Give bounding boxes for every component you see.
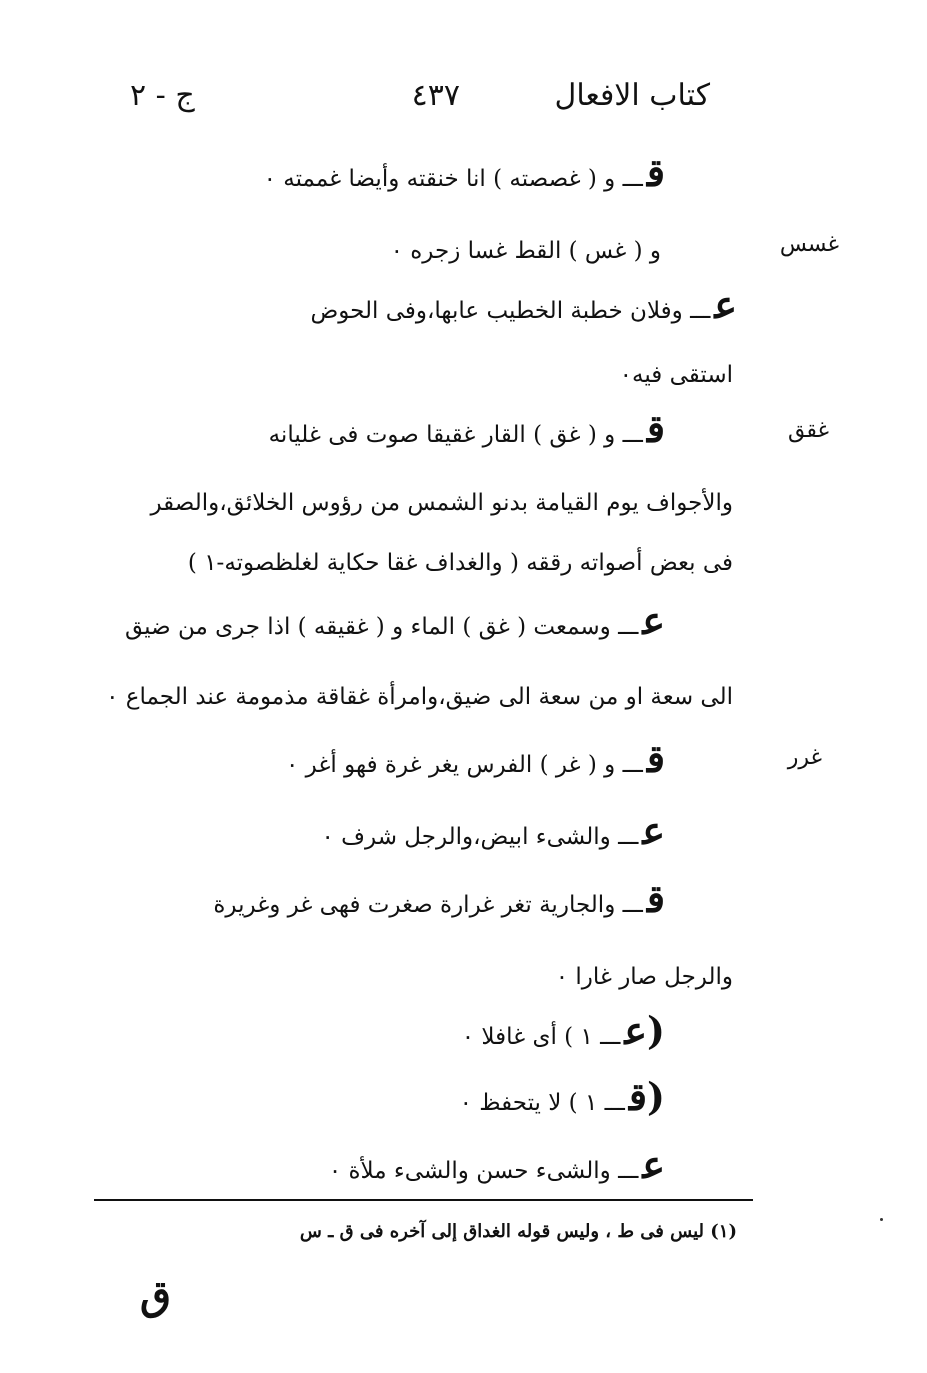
verb-class-marker: ع	[642, 598, 665, 643]
line-text: ـــ وسمعت ( غق ) الماء و ( غقيقه ) اذا جرى من ضيق	[124, 614, 639, 640]
line-text: ـــ والجارية تغر غرارة صغرت فهى غر وغريرة	[213, 892, 643, 918]
line-text: والرجل صار غارا ٠	[555, 964, 733, 990]
verb-class-marker: ع	[642, 1142, 665, 1187]
margin-root-ghrr: غرر	[787, 745, 822, 770]
text-line	[106, 672, 737, 710]
print-speck	[880, 1218, 883, 1221]
line-text: الى سعة او من سعة الى ضيق،وامرأة غقاقة مذمومة عند الجماع ٠	[106, 684, 733, 710]
footnote-rule	[94, 1199, 753, 1201]
line-text: ـــ ١ ) أى غافلا ٠	[461, 1024, 621, 1050]
line-text: ـــ والشىء ابيض،والرجل شرف ٠	[321, 824, 639, 850]
verb-class-marker: ق	[646, 406, 665, 451]
text-line	[310, 282, 737, 327]
text-line	[620, 350, 737, 388]
text-line	[150, 478, 737, 516]
signature-mark: ق	[140, 1272, 172, 1319]
line-text: و ( غس ) القط غسا زجره ٠	[390, 238, 661, 264]
verb-class-marker: (ع	[624, 1008, 665, 1053]
text-line	[286, 736, 665, 781]
verb-class-marker: ق	[646, 736, 665, 781]
margin-root-ghqq: غقق	[788, 418, 829, 443]
text-line	[556, 952, 737, 990]
margin-root-ghss: غسس	[779, 232, 839, 257]
text-line	[461, 1008, 665, 1053]
page-header	[130, 78, 710, 128]
verb-class-marker: ع	[642, 808, 665, 853]
text-line	[188, 538, 737, 576]
line-text: ـــ والشىء حسن والشىء ملأة ٠	[328, 1158, 639, 1184]
line-text: والأجواف يوم القيامة بدنو الشمس من رؤوس الخلائق،والصقر	[150, 490, 733, 516]
text-line	[391, 226, 665, 264]
line-text: ـــ و ( غق ) القار غقيقا صوت فى غليانه	[268, 422, 643, 448]
line-text: فى بعض أصواته رققه ( والغداف غقا حكاية لغلظصوته-١ )	[187, 550, 733, 576]
volume-label: ج - ٢	[130, 78, 195, 113]
line-text: ـــ و ( غر ) الفرس يغر غرة فهو أغر ٠	[286, 752, 643, 778]
text-line	[321, 808, 665, 853]
text-line	[124, 598, 665, 643]
text-line	[268, 406, 665, 451]
line-text: ـــ وفلان خطبة الخطيب عابها،وفى الحوض	[310, 298, 711, 324]
text-line	[213, 876, 665, 921]
line-text: استقى فيه٠	[619, 362, 733, 388]
verb-class-marker: ع	[714, 282, 737, 327]
text-line	[459, 1074, 665, 1119]
footnote: (١) ليس فى ط ، وليس قوله الغداق إلى آخره فى ق ـ س	[299, 1221, 737, 1242]
book-title: كتاب الافعال	[554, 78, 710, 113]
text-line	[328, 1142, 665, 1187]
verb-class-marker: (ق	[628, 1074, 665, 1119]
line-text: ـــ ١ ) لا يتحفظ ٠	[459, 1090, 625, 1116]
text-line	[263, 150, 665, 195]
verb-class-marker: ق	[646, 150, 665, 195]
page-number: ٤٣٧	[411, 78, 460, 113]
line-text: ـــ و ( غصصته ) انا خنقته وأيضا غممته ٠	[263, 166, 643, 192]
verb-class-marker: ق	[646, 876, 665, 921]
